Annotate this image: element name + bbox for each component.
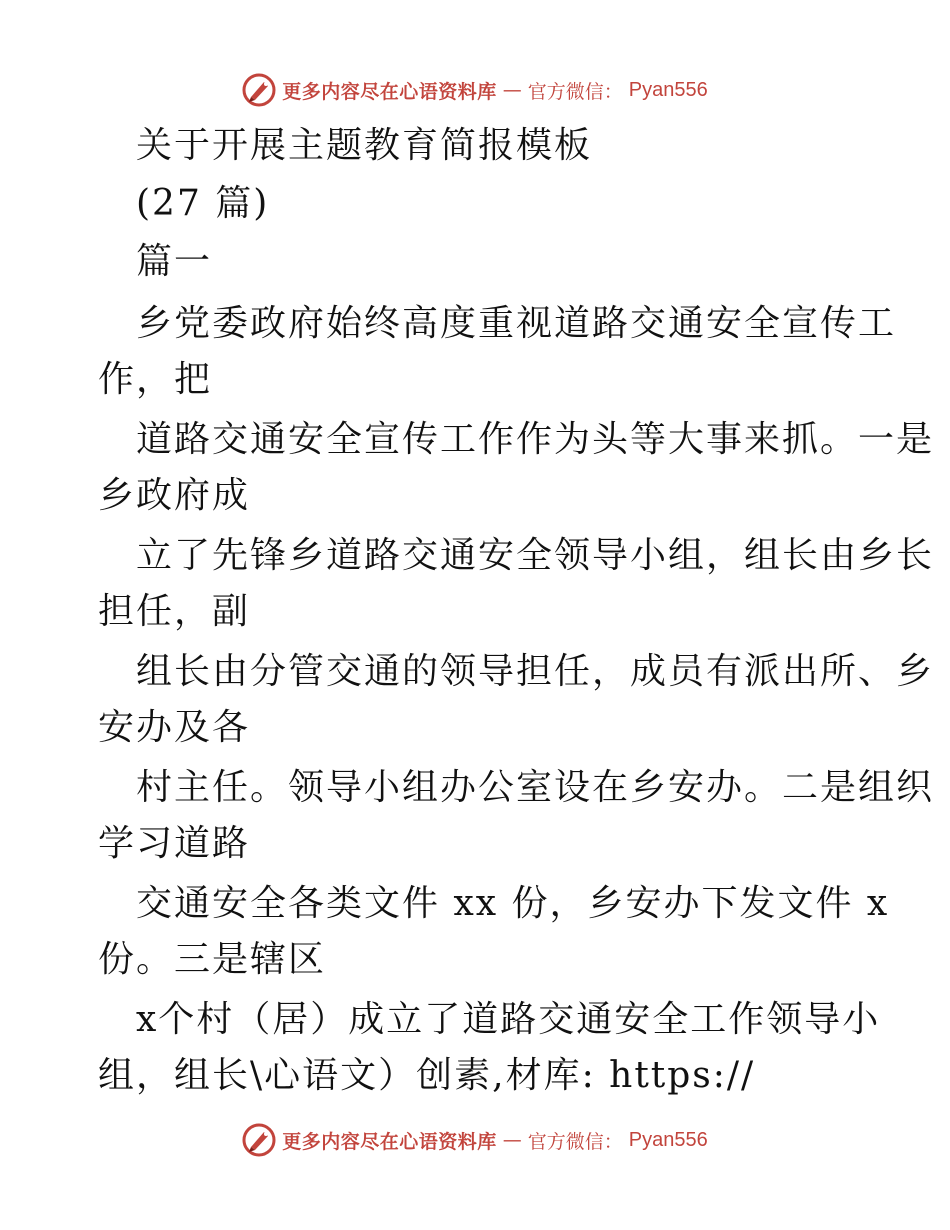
paragraph-line: 安办及各	[98, 707, 251, 748]
section-heading: 篇一	[136, 241, 213, 282]
pen-logo-icon	[242, 1123, 276, 1157]
footer-banner	[0, 1118, 950, 1162]
banner-separator: —	[502, 79, 522, 101]
banner-wechat-label: 官方微信：	[527, 1130, 623, 1153]
banner-wechat-label: 官方微信：	[527, 80, 623, 103]
paragraph-line: 份。三是辖区	[98, 939, 327, 980]
paragraph-line: x个村（居）成立了道路交通安全工作领导小	[136, 999, 881, 1040]
banner-slogan: 更多内容尽在心语资料库	[282, 80, 497, 103]
paragraph-line: 乡政府成	[98, 475, 251, 516]
footer-banner-content	[242, 1123, 708, 1157]
banner-wechat-id: Pyan556	[628, 78, 708, 101]
paragraph-line: 乡党委政府始终高度重视道路交通安全宣传工	[136, 303, 897, 344]
header-banner-content	[242, 73, 708, 107]
document-subtitle: (27 篇)	[136, 183, 270, 224]
banner-wechat-id: Pyan556	[628, 1128, 708, 1151]
banner-separator: —	[502, 1129, 522, 1151]
paragraph-line: 交通安全各类文件 xx 份，乡安办下发文件 x	[136, 883, 890, 924]
paragraph-line: 立了先锋乡道路交通安全领导小组，组长由乡长	[136, 535, 935, 576]
paragraph-line: 组长由分管交通的领导担任，成员有派出所、乡	[136, 651, 935, 692]
paragraph-line: 组，组长\心语文）创素,材库: https://	[98, 1055, 756, 1096]
header-banner	[0, 68, 950, 112]
pen-logo-icon	[242, 73, 276, 107]
paragraph-line: 作，把	[98, 359, 213, 400]
document-title: 关于开展主题教育简报模板	[136, 125, 593, 166]
paragraph-line: 担任，副	[98, 591, 251, 632]
banner-slogan: 更多内容尽在心语资料库	[282, 1130, 497, 1153]
paragraph-line: 道路交通安全宣传工作作为头等大事来抓。一是	[136, 419, 935, 460]
paragraph-line: 学习道路	[98, 823, 251, 864]
paragraph-line: 村主任。领导小组办公室设在乡安办。二是组织	[136, 767, 935, 808]
